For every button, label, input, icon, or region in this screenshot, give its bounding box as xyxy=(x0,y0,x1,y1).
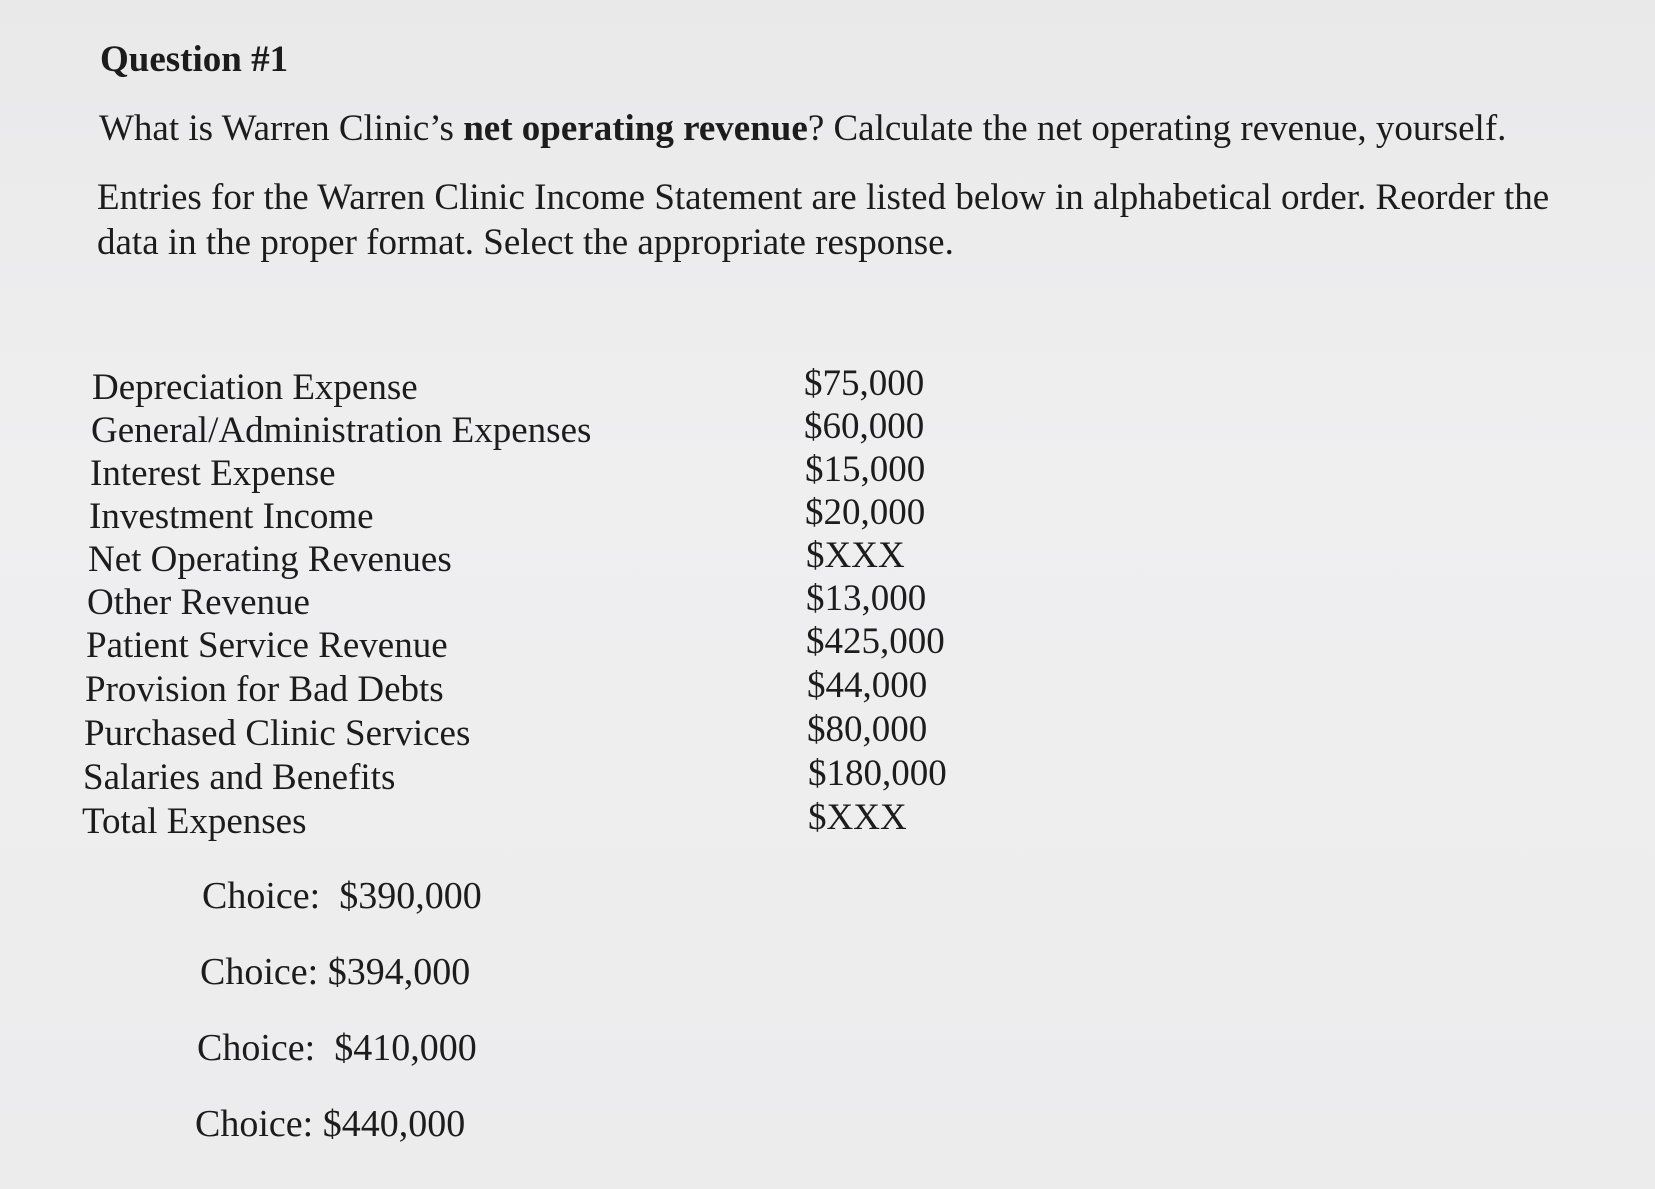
question-instructions: Entries for the Warren Clinic Income Statement are listed below in alphabetical order. Reorder the data in the proper format. Select the appropriate response. xyxy=(97,177,1550,263)
choice-amount: $390,000 xyxy=(339,875,482,917)
entry-label: Patient Service Revenue xyxy=(86,625,448,666)
question-prompt xyxy=(99,107,1506,150)
question-title: Question #1 xyxy=(100,39,289,80)
entry-label: General/Administration Expenses xyxy=(91,410,592,451)
choice-410000[interactable] xyxy=(197,1026,477,1070)
entry-value: $75,000 xyxy=(804,363,925,404)
choice-label: Choice: xyxy=(197,1027,316,1069)
entry-value: $20,000 xyxy=(805,492,926,533)
entry-label: Salaries and Benefits xyxy=(83,757,396,798)
entry-value: $80,000 xyxy=(807,709,928,750)
entry-value: $13,000 xyxy=(806,578,927,619)
choice-amount: $394,000 xyxy=(327,951,471,993)
entry-label: Provision for Bad Debts xyxy=(85,669,444,710)
choice-390000[interactable] xyxy=(202,874,482,918)
entry-label: Purchased Clinic Services xyxy=(84,713,471,754)
entry-value: $XXX xyxy=(806,535,905,576)
choice-394000[interactable] xyxy=(200,950,470,994)
entry-label: Total Expenses xyxy=(82,801,307,842)
entry-value: $44,000 xyxy=(807,665,928,706)
question-prompt-end: ? Calculate the net operating revenue, yourself. xyxy=(807,108,1507,149)
entry-label: Other Revenue xyxy=(87,582,310,623)
entry-value: $425,000 xyxy=(806,621,945,662)
entry-label: Depreciation Expense xyxy=(92,367,418,408)
question-prompt-bold: net operating revenue xyxy=(463,108,808,149)
entry-value: $XXX xyxy=(808,797,907,838)
entry-value: $60,000 xyxy=(804,406,925,447)
entry-label: Investment Income xyxy=(89,496,374,537)
choice-amount: $410,000 xyxy=(334,1027,477,1069)
choice-label: Choice: xyxy=(200,951,319,993)
question-prompt-start: What is Warren Clinic’s xyxy=(99,108,464,149)
choice-label: Choice: xyxy=(202,875,321,917)
entry-value: $15,000 xyxy=(805,449,926,490)
entry-label: Interest Expense xyxy=(90,453,336,494)
choice-440000[interactable] xyxy=(195,1102,465,1146)
entry-label: Net Operating Revenues xyxy=(88,539,452,580)
choice-amount: $440,000 xyxy=(322,1103,466,1145)
entry-value: $180,000 xyxy=(808,753,947,794)
choice-label: Choice: xyxy=(195,1103,314,1145)
